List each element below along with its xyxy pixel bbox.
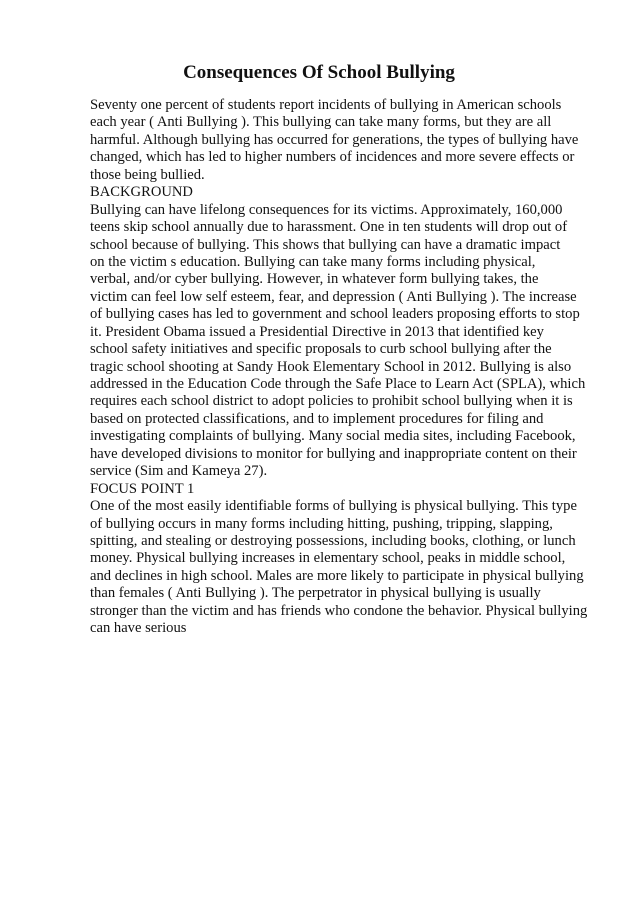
body-line: service (Sim and Kameya 27). bbox=[90, 463, 268, 480]
body-line: money. Physical bullying increases in elementary school, peaks in middle school, bbox=[90, 550, 566, 567]
body-line: teens skip school annually due to harassment. One in ten students will drop out of bbox=[90, 219, 568, 236]
section-heading-focus-point-1: FOCUS POINT 1 bbox=[90, 480, 195, 497]
body-line: Seventy one percent of students report incidents of bullying in American schools bbox=[90, 97, 562, 113]
body-line: of bullying cases has led to government and school leaders proposing efforts to stop bbox=[90, 306, 580, 323]
body-line: it. President Obama issued a Presidential Directive in 2013 that identified key bbox=[90, 323, 544, 340]
body-line: those being bullied. bbox=[90, 166, 205, 183]
body-line: Bullying can have lifelong consequences for its victims. Approximately, 160,000 bbox=[90, 201, 563, 218]
body-line: stronger than the victim and has friends who condone the behavior. Physical bullying bbox=[90, 602, 588, 619]
body-line: spitting, and stealing or destroying possessions, including books, clothing, or lunch bbox=[90, 532, 576, 549]
section-heading-background: BACKGROUND bbox=[90, 184, 193, 201]
body-line: on the victim s education. Bullying can take many forms including physical, bbox=[90, 253, 536, 270]
body-line: victim can feel low self esteem, fear, and depression ( Anti Bullying ). The increase bbox=[90, 288, 577, 305]
body-line: can have serious bbox=[90, 620, 187, 637]
body-line: school because of bullying. This shows that bullying can have a dramatic impact bbox=[90, 236, 561, 253]
body-line: verbal, and/or cyber bullying. However, in whatever form bullying takes, the bbox=[90, 271, 539, 288]
body-line: requires each school district to adopt policies to prohibit school bullying when it is bbox=[90, 393, 573, 410]
body-line: and declines in high school. Males are more likely to participate in physical bullying bbox=[90, 567, 584, 584]
body-line: One of the most easily identifiable forms of bullying is physical bullying. This type bbox=[90, 498, 577, 515]
body-line: harmful. Although bullying has occurred for generations, the types of bullying have bbox=[90, 131, 579, 148]
body-line: each year ( Anti Bullying ). This bullying can take many forms, but they are all bbox=[90, 114, 552, 131]
document-body bbox=[90, 97, 610, 638]
body-line: changed, which has led to higher numbers of incidences and more severe effects or bbox=[90, 149, 575, 166]
body-line: tragic school shooting at Sandy Hook Elementary School in 2012. Bullying is also bbox=[90, 358, 572, 375]
body-line: have developed divisions to monitor for bullying and inappropriate content on their bbox=[90, 445, 577, 462]
body-line: addressed in the Education Code through the Safe Place to Learn Act (SPLA), which bbox=[90, 376, 586, 392]
body-line: based on protected classifications, and to implement procedures for filing and bbox=[90, 410, 544, 427]
body-line: of bullying occurs in many forms including hitting, pushing, tripping, slapping, bbox=[90, 515, 553, 532]
body-line: school safety initiatives and specific proposals to curb school bullying after the bbox=[90, 341, 552, 358]
body-line: investigating complaints of bullying. Many social media sites, including Facebook, bbox=[90, 428, 576, 445]
body-line: than females ( Anti Bullying ). The perpetrator in physical bullying is usually bbox=[90, 585, 541, 602]
document-title: Consequences Of School Bullying bbox=[183, 62, 455, 83]
